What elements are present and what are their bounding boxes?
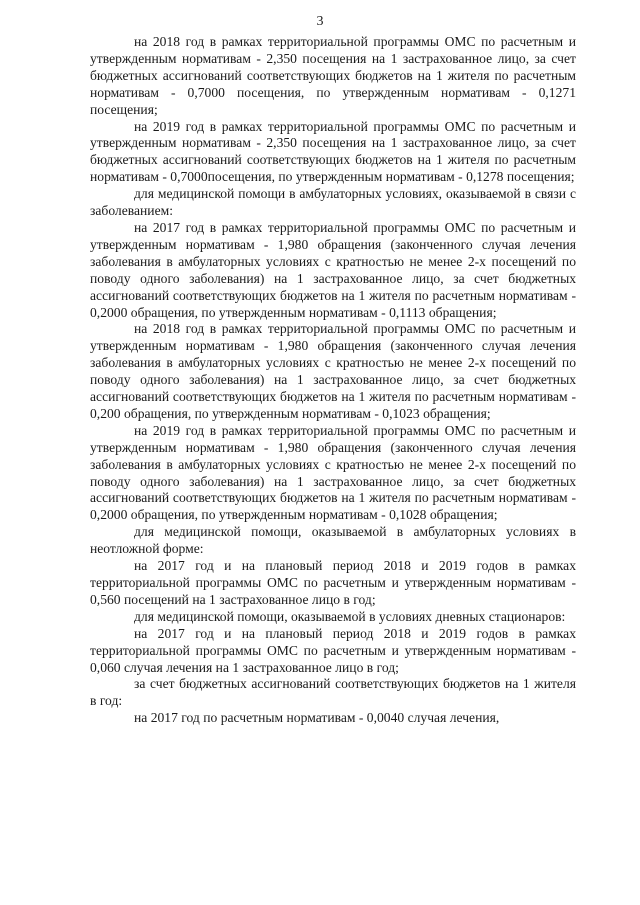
paragraph-budget-heading: за счет бюджетных ассигнований соответствующих бюджетов на 1 жителя в год: <box>90 676 576 709</box>
paragraph-day-hospital-heading: для медицинской помощи, оказываемой в условиях дневных стационаров: <box>134 608 566 624</box>
paragraph-2019-appeals: на 2019 год в рамках территориальной программы ОМС по расчетным и утвержденным нормативам - 1,980 обращения (законченного случая лечения заболевания в амбулаторных условиях с кратностью не менее 2-х посещений по поводу одного заболевания) на 1 застрахованное лицо, за счет бюджетных ассигнований соответствующих бюджетов на 1 жителя по расчетным нормативам - 0,2000 обращения, по утвержденным нормативам - 0,1028 обращения; <box>90 422 576 523</box>
paragraph-2017-appeals: на 2017 год в рамках территориальной программы ОМС по расчетным и утвержденным нормативам - 1,980 обращения (законченного случая лечения заболевания в амбулаторных условиях с кратностью не менее 2-х посещений по поводу одного заболевания) на 1 застрахованное лицо, за счет бюджетных ассигнований соответствующих бюджетов на 1 жителя по расчетным нормативам - 0,2000 обращения, по утвержденным нормативам - 0,1113 обращения; <box>90 219 576 320</box>
page-number: 3 <box>316 14 324 29</box>
paragraph-2017-budget-cases: на 2017 год по расчетным нормативам - 0,0040 случая лечения, <box>134 710 500 726</box>
paragraph-disease-care-heading: для медицинской помощи в амбулаторных условиях, оказываемой в связи с заболеванием: <box>90 186 576 219</box>
paragraph-2019-visits: на 2019 год в рамках территориальной программы ОМС по расчетным и утвержденным нормативам - 2,350 посещения на 1 застрахованное лицо, за счет бюджетных ассигнований соответствующих бюджетов на 1 жителя по расчетным нормативам - 0,7000посещения, по утвержденным нормативам - 0,1278 посещения; <box>90 118 576 185</box>
paragraph-urgent-care-norms: на 2017 год и на плановый период 2018 и 2019 годов в рамках территориальной программы ОМС по расчетным и утвержденным нормативам - 0,560 посещений на 1 застрахованное лицо в год; <box>90 558 576 607</box>
paragraph-urgent-care-heading: для медицинской помощи, оказываемой в амбулаторных условиях в неотложной форме: <box>90 524 576 557</box>
paragraph-day-hospital-norms: на 2017 год и на плановый период 2018 и 2019 годов в рамках территориальной программы ОМС по расчетным и утвержденным нормативам - 0,060 случая лечения на 1 застрахованное лицо в год; <box>90 625 576 675</box>
paragraph-2018-visits: на 2018 год в рамках территориальной программы ОМС по расчетным и утвержденным нормативам - 2,350 посещения на 1 застрахованное лицо, за счет бюджетных ассигнований соответствующих бюджетов на 1 жителя по расчетным нормативам - 0,7000 посещения, по утвержденным нормативам - 0,1271 посещения; <box>90 34 576 117</box>
paragraph-2018-appeals: на 2018 год в рамках территориальной программы ОМС по расчетным и утвержденным нормативам - 1,980 обращения (законченного случая лечения заболевания в амбулаторных условиях с кратностью не менее 2-х посещений по поводу одного заболевания) на 1 застрахованное лицо, за счет бюджетных ассигнований соответствующих бюджетов на 1 жителя по расчетным нормативам - 0,200 обращения, по утвержденным нормативам - 0,1023 обращения; <box>90 321 576 421</box>
document-body <box>90 34 576 727</box>
